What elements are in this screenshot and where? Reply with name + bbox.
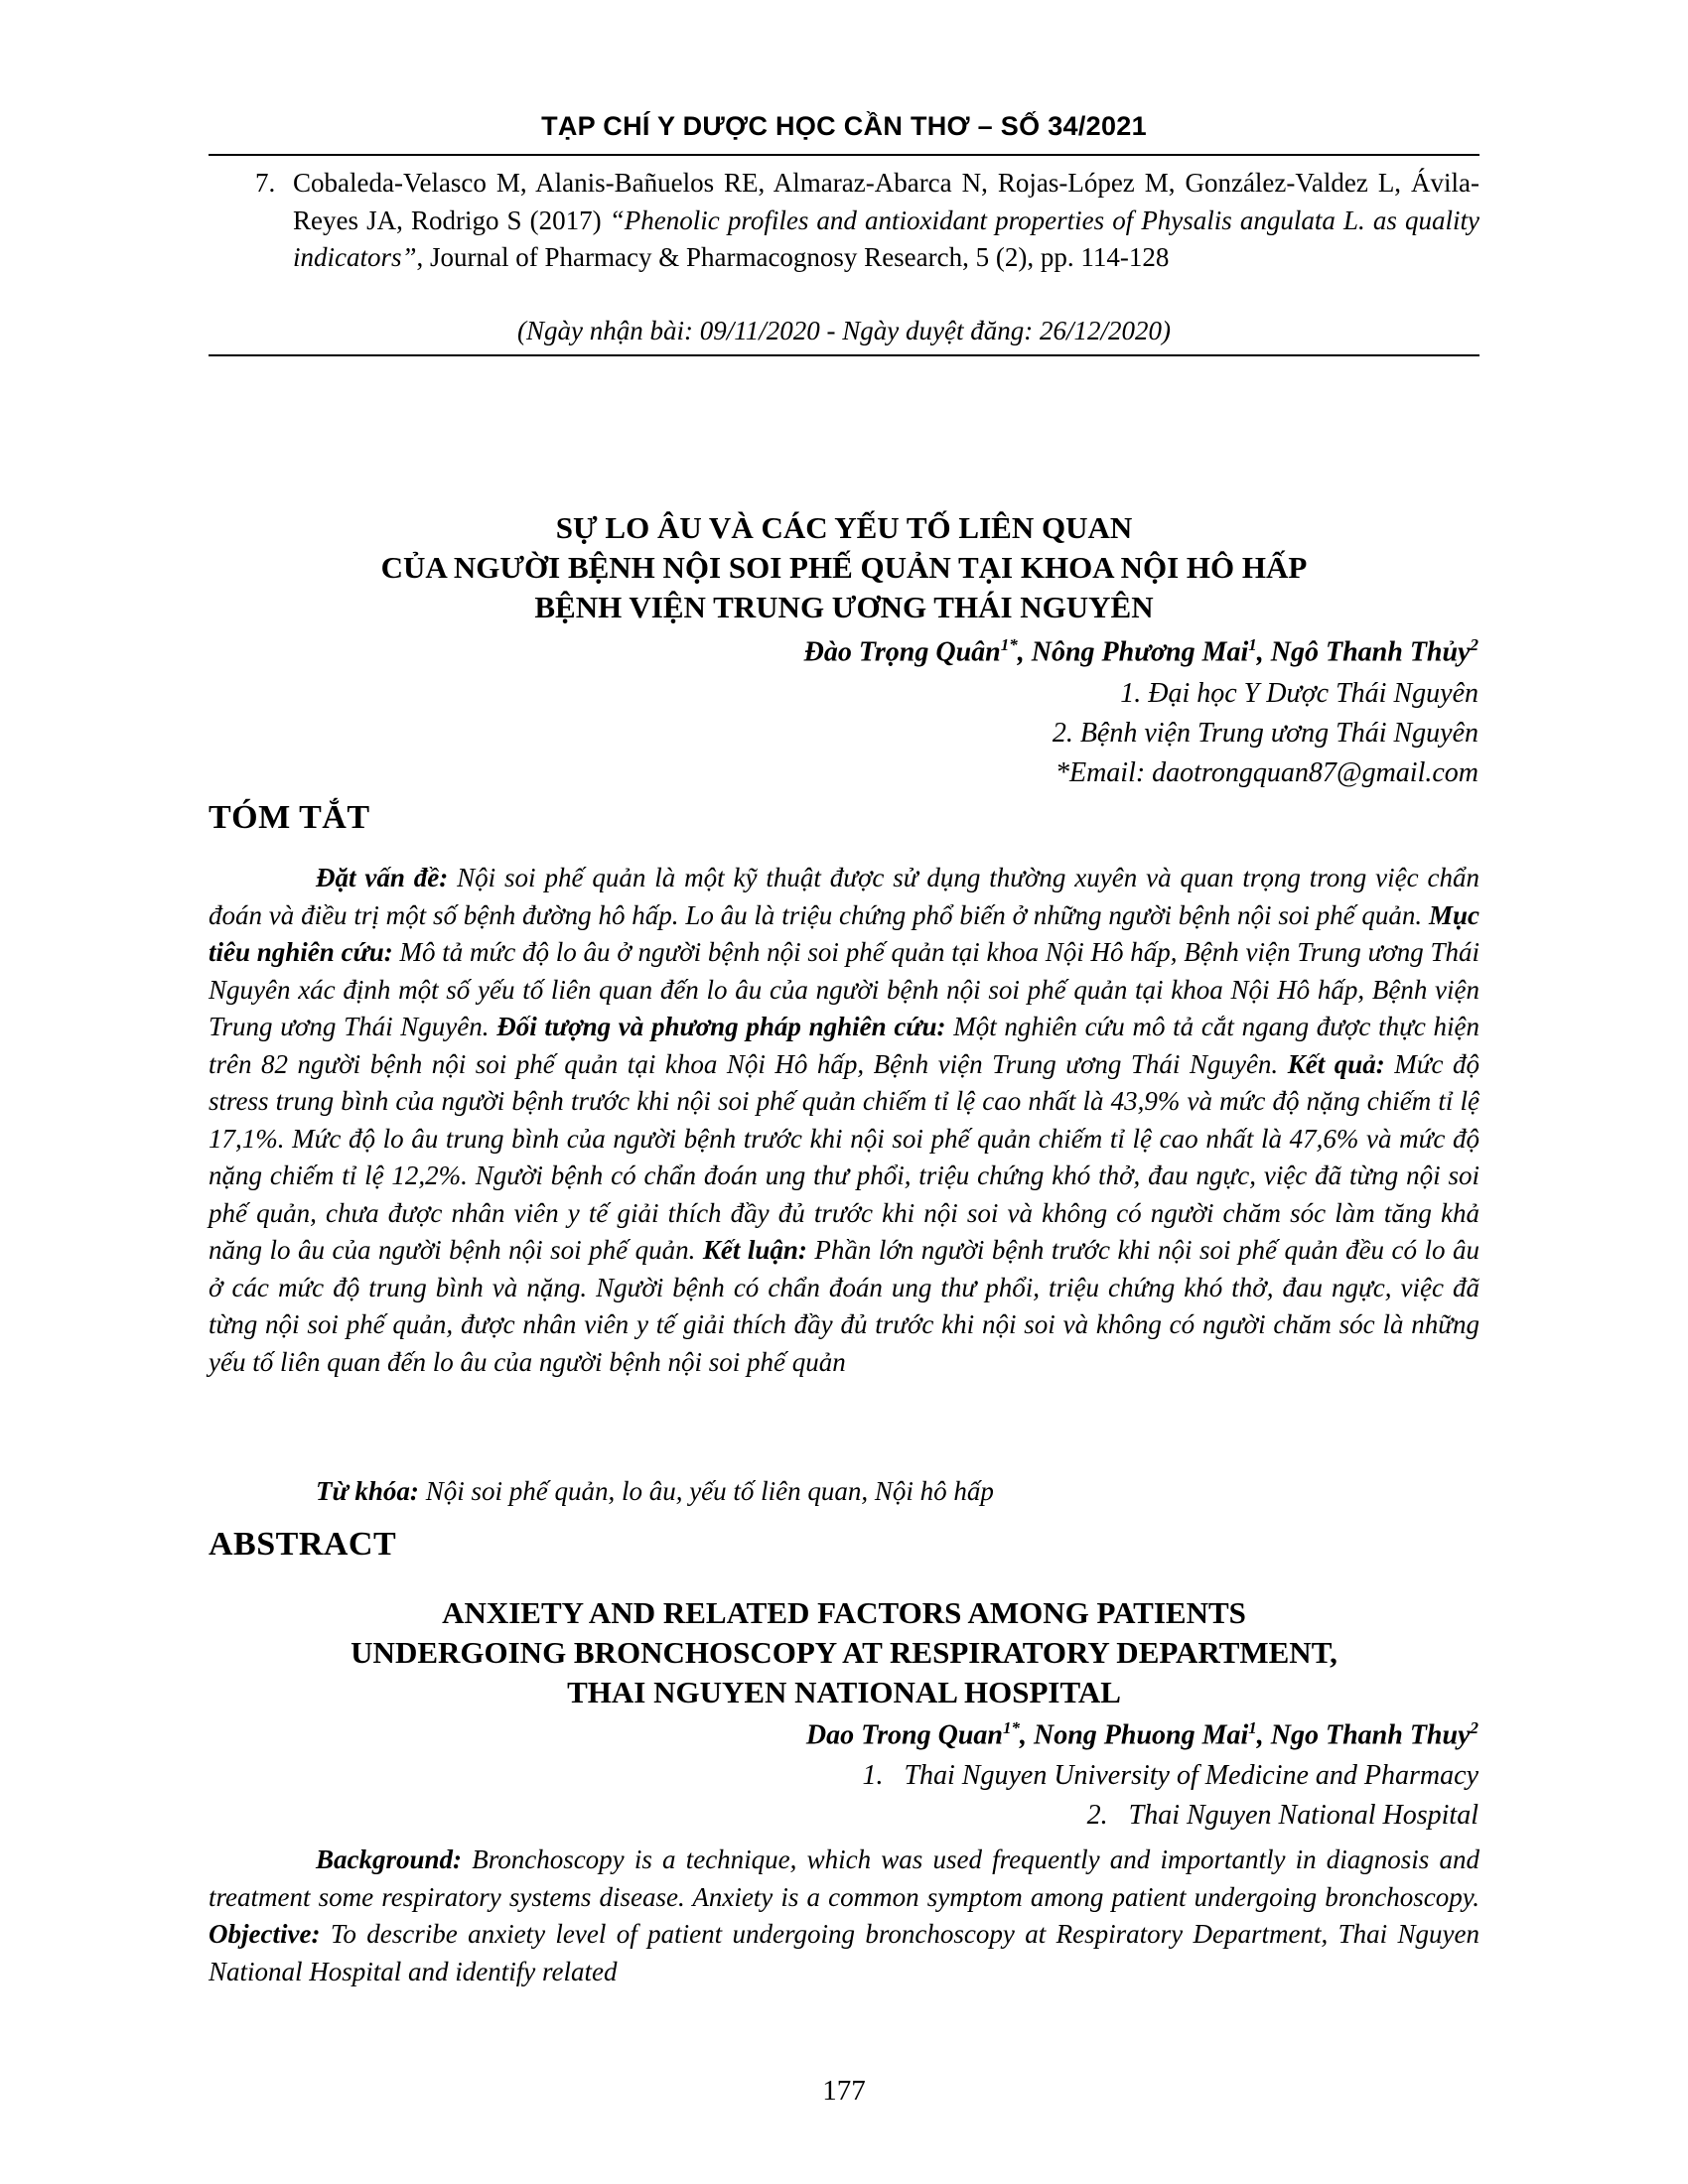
author-name: Ngô Thanh Thủy (1270, 636, 1471, 668)
en-author-list (806, 1718, 1478, 1751)
author-name: Dao Trong Quan (805, 1719, 1003, 1751)
reference-source: , Journal of Pharmacy & Pharmacognosy Research, 5 (2), pp. 114-128 (416, 242, 1170, 272)
journal-running-header: TẠP CHÍ Y DƯỢC HỌC CẦN THƠ – SỐ 34/2021 (541, 111, 1147, 141)
keywords-label: Từ khóa: (316, 1476, 419, 1506)
reference-item (255, 165, 1479, 277)
author-affiliation-mark: 1 (1248, 635, 1257, 654)
abstract-text: Bronchoscopy is a technique, which was used frequently and importantly in diagnosis and treatment some respiratory systems disease. Anxiety is a common symptom among patient undergoing bronchoscopy. (209, 1844, 1479, 1912)
author-affiliation-mark: 1* (1002, 1718, 1020, 1737)
summary-label: Đối tượng và phương pháp nghiên cứu: (496, 1012, 946, 1041)
vi-author-list (804, 635, 1478, 668)
abstract-label: Background: (316, 1844, 463, 1874)
summary-label: Mục tiêu nghiên cứu: (209, 899, 1479, 967)
summary-text: Mức độ stress trung bình của người bệnh trước khi nội soi phế quản chiếm tỉ lệ cao nhất là 43,9% và mức độ nặng chiếm tỉ lệ 17,1%. Mức độ lo âu trung bình của người bệnh trước khi nội soi phế quản chiếm tỉ lệ cao nhất là 47,6% và mức độ nặng chiếm tỉ lệ 12,2%. Người bệnh có chẩn đoán ung thư phổi, triệu chứng khó thở, đau ngực, việc đã từng nội soi phế quản, chưa được nhân viên y tế giải thích đầy đủ trước khi nội soi và không có người chăm sóc làm tăng khả năng lo âu của người bệnh nội soi phế quản. (209, 1048, 1479, 1265)
en-title-line: UNDERGOING BRONCHOSCOPY AT RESPIRATORY DEPARTMENT, (351, 1635, 1337, 1670)
summary-label: Kết quả: (1287, 1048, 1385, 1079)
en-title-line: ANXIETY AND RELATED FACTORS AMONG PATIENTS (442, 1595, 1246, 1630)
author-name: Đào Trọng Quân (803, 636, 1001, 668)
author-separator: , (1256, 1719, 1271, 1751)
vi-article-title (209, 508, 1479, 627)
en-affiliation: 2. Thai Nguyen National Hospital (1086, 1800, 1478, 1831)
reference-number: 7. (255, 168, 276, 198)
corresponding-email: *Email: daotrongquan87@gmail.com (1055, 757, 1478, 788)
abstract-label: Objective: (209, 1919, 321, 1949)
header-rule (209, 154, 1479, 156)
summary-text: Một nghiên cứu mô tả cắt ngang được thực hiện trên 82 người bệnh nội soi phế quản tại khoa Nội Hô hấp, Bệnh viện Trung ương Thái Nguyên. (209, 1012, 1479, 1079)
summary-label: Kết luận: (702, 1235, 807, 1265)
author-separator: , (1017, 636, 1032, 668)
summary-label: Đặt vấn đề: (316, 863, 449, 892)
en-article-title (209, 1593, 1479, 1712)
author-affiliation-mark: 2 (1470, 1718, 1478, 1737)
author-affiliation-mark: 1 (1248, 1718, 1257, 1737)
references-end-rule (209, 354, 1479, 356)
en-title-line: THAI NGUYEN NATIONAL HOSPITAL (567, 1675, 1121, 1709)
page-number: 177 (822, 2075, 866, 2107)
abstract-heading: ABSTRACT (209, 1526, 397, 1563)
author-name: Ngo Thanh Thuy (1270, 1719, 1471, 1751)
reference-title: “Phenolic profiles and antioxidant properties of Physalis angulata L. as quality indicators” (293, 205, 1479, 272)
author-separator: , (1256, 636, 1271, 668)
vi-title-line: BỆNH VIỆN TRUNG ƯƠNG THÁI NGUYÊN (534, 590, 1154, 624)
keywords-text: Nội soi phế quản, lo âu, yếu tố liên quan, Nội hô hấp (418, 1476, 994, 1506)
vi-affiliation: 2. Bệnh viện Trung ương Thái Nguyên (1052, 718, 1478, 749)
en-affiliation: 1. Thai Nguyen University of Medicine and Pharmacy (862, 1760, 1478, 1791)
received-dates: (Ngày nhận bài: 09/11/2020 - Ngày duyệt đăng: 26/12/2020) (517, 316, 1171, 345)
vi-title-line: SỰ LO ÂU VÀ CÁC YẾU TỐ LIÊN QUAN (555, 510, 1133, 545)
author-affiliation-mark: 2 (1470, 635, 1478, 654)
keywords-line (316, 1476, 994, 1507)
reference-authors-year: Cobaleda-Velasco M, Alanis-Bañuelos RE, Almaraz-Abarca N, Rojas-López M, González-Valdez L, Ávila-Reyes JA, Rodrigo S (2017) (293, 168, 1479, 235)
vi-affiliation: 1. Đại học Y Dược Thái Nguyên (1120, 678, 1478, 709)
en-abstract-paragraph (209, 1842, 1479, 1990)
author-name: Nông Phương Mai (1031, 636, 1249, 668)
summary-text: Mô tả mức độ lo âu ở người bệnh nội soi phế quản tại khoa Nội Hô hấp, Bệnh viện Trung ương Thái Nguyên xác định một số yếu tố liên quan đến lo âu của người bệnh nội soi phế quản tại khoa Nội Hô hấp, Bệnh viện Trung ương Thái Nguyên. (209, 937, 1479, 1041)
author-separator: , (1019, 1719, 1034, 1751)
vi-title-line: CỦA NGƯỜI BỆNH NỘI SOI PHẾ QUẢN TẠI KHOA NỘI HÔ HẤP (380, 550, 1308, 585)
abstract-text: To describe anxiety level of patient undergoing bronchoscopy at Respiratory Department, Thai Nguyen National Hospital and identify related (209, 1919, 1479, 1986)
author-affiliation-mark: 1* (1000, 635, 1018, 654)
summary-heading: TÓM TẮT (209, 799, 370, 836)
author-name: Nong Phuong Mai (1033, 1719, 1249, 1751)
summary-text: Phần lớn người bệnh trước khi nội soi phế quản đều có lo âu ở các mức độ trung bình và nặng. Người bệnh có chẩn đoán ung thư phổi, triệu chứng khó thở, đau ngực, việc đã từng nội soi phế quản, được nhân viên y tế giải thích đầy đủ trước khi nội soi và không có người chăm sóc là những yếu tố liên quan đến lo âu của người bệnh nội soi phế quản (209, 1235, 1479, 1377)
vi-summary-paragraph (209, 860, 1479, 1381)
summary-text: Nội soi phế quản là một kỹ thuật được sử dụng thường xuyên và quan trọng trong việc chẩn đoán và điều trị một số bệnh đường hô hấp. Lo âu là triệu chứng phổ biến ở những người bệnh nội soi phế quản. (209, 863, 1479, 930)
